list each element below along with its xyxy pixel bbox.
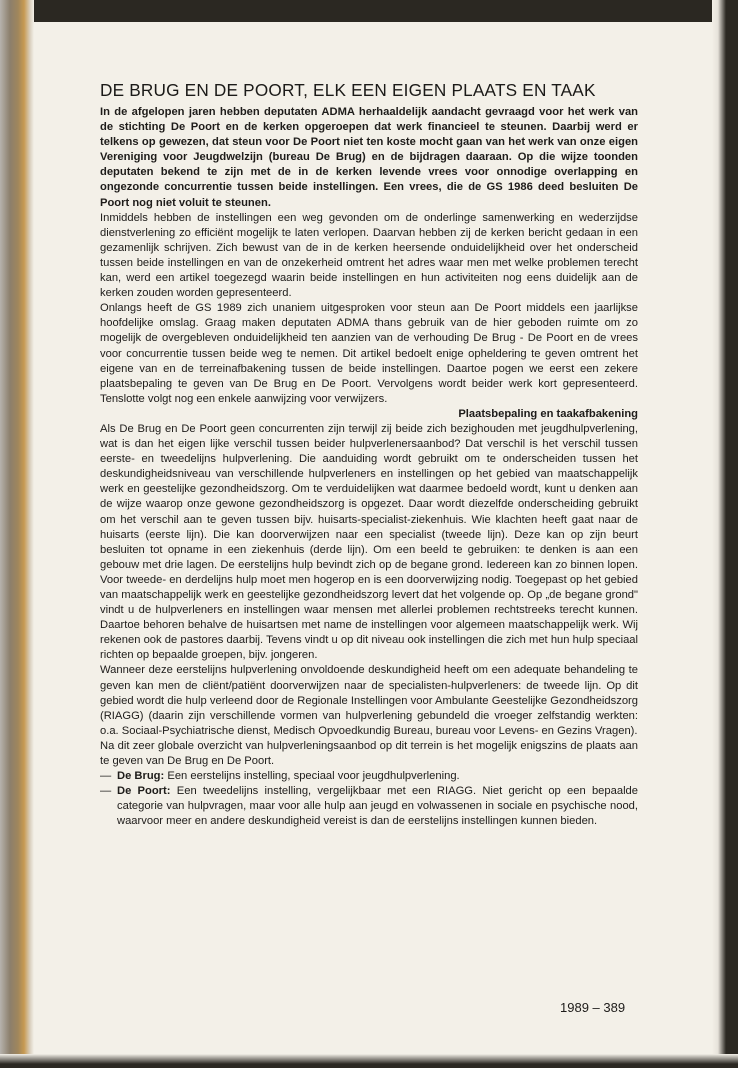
list-text: Een tweedelijns instelling, vergelijkbaar met een RIAGG. Niet gericht op een bepaalde categorie van hulpvragen, maar voor alle hulp aan jeugd en volwassenen in sociale en psychische nood, waarvoor meer en andere deskundigheid vereist is dan de eerstelijns instellingen kunnen bieden. xyxy=(117,785,638,828)
section-heading: Plaatsbepaling en taakafbakening xyxy=(458,407,638,420)
institution-list xyxy=(100,769,638,829)
page-number: 1989 – 389 xyxy=(560,1000,626,1015)
section-paragraph: Als De Brug en De Poort geen concurrenten zijn terwijl zij beide zich bezighouden met jeugdhulpverlening, wat is dan het eigen lijke verschil tussen beider hulpverlenersaanbod? Dat verschil is het verschil tussen eerste- en tweedelijns hulpverlening. Die aanduiding wordt gebruikt om te onderscheiden tussen het deskundigheidsniveau van verschillende hulpverleners en instellingen op het gebied van maatschappelijk werk en geestelijke gezondheidszorg. Om te verduidelijken wat daarmee bedoeld wordt, kunt u denken aan de wijze waarop onze gewone gezondheidszorg is opgezet. Daar wordt diezelfde onderscheiding gebruikt om het verschil aan te geven tussen bijv. huisarts-specialist-ziekenhuis. Wie klachten heeft gaat naar de huisarts (eerste lijn). Die kan doorverwijzen naar een specialist (tweede lijn). Deze kan op zijn beurt besluiten tot opname in een ziekenhuis (derde lijn). Om een beeld te gebruiken: te denken is aan een gebouw met drie lagen. De eerstelijns hulp bevindt zich op de begane grond. Iedereen kan zo binnen lopen. Voor tweede- en derdelijns hulp moet men hogerop en is een doorverwijzing nodig. Toegepast op het gebied van maatschappelijk werk en geestelijke gezondheidszorg levert dat het volgende op. Op „de begane grond" vindt u de hulpverleners en instellingen waar mensen met allerlei problemen rechtstreeks terecht kunnen. Daartoe behoren behalve de huisartsen met name de instellingen voor algemeen maatschappelijk werk. Wij rekenen ook de pastores daarbij. Tevens vindt u op dit niveau ook instellingen die zich met hun hulp speciaal richten op bepaalde groepen, bijv. jongeren. xyxy=(100,422,638,662)
list-term: De Brug: xyxy=(117,770,165,783)
list-text: Een eerstelijns instelling, speciaal voor jeugdhulpverlening. xyxy=(164,770,460,783)
body-paragraph: Inmiddels hebben de instellingen een weg gevonden om de onderlinge samenwerking en wederzijdse dienstverlening zo efficiënt mogelijk te laten verlopen. Daarvan hebben zij de kerken bericht gedaan in een gezamenlijk schrijven. Zich bewust van de in de kerken heersende onduidelijkheid over het onderscheid tussen beide instellingen en van de onzekerheid omtrent het adres waar men met welke problemen terecht kan, werd een artikel toegezegd waarin beide instellingen en hun activiteiten nog eens duidelijk aan de kerken zouden worden gepresenteerd. xyxy=(100,211,638,300)
dash-bullet: — xyxy=(100,770,112,783)
scan-border-top xyxy=(0,0,738,22)
list-item xyxy=(100,784,638,829)
scan-border-left xyxy=(0,0,34,1068)
body-paragraph: Onlangs heeft de GS 1989 zich unaniem uitgesproken voor steun aan De Poort middels een jaarlijkse hoofdelijke omslag. Graag maken deputaten ADMA thans gebruik van de hier geboden ruimte om zo mogelijk de overgebleven onduidelijkheid ten aanzien van de verhouding De Brug - De Poort en de vrees voor concurrentie tussen beide weg te nemen. Dit artikel bedoelt enige opheldering te geven omtrent het eigene van en de terreinafbakening tussen de beide instellingen. Daartoe pogen we eerst een zekere plaatsbepaling te geven van De Brug en De Poort. Vervolgens wordt beider werk kort gepresenteerd. Tenslotte volgt nog een enkele aanwijzing voor verwijzers. xyxy=(100,302,638,405)
scan-border-bottom xyxy=(0,1054,738,1068)
article xyxy=(100,80,638,830)
section-paragraph: Wanneer deze eerstelijns hulpverlening onvoldoende deskundigheid heeft om een adequate behandeling te geven kan men de cliënt/patiënt doorverwijzen naar de specialisten-hulpverleners: de tweede lijn. Op dit gebied wordt die hulp verleend door de Regionale Instellingen voor Ambulante Geestelijke Gezondheidszorg (RIAGG) (daarin zijn verschillende vormen van hulpverlening gebundeld die vroeger zelfstandig werkten: o.a. Sociaal-Psychiatrische dienst, Medisch Opvoedkundig Bureau, bureau voor Levens- en Gezins Vragen). xyxy=(100,664,638,737)
dash-bullet: — xyxy=(100,785,112,798)
article-title: DE BRUG EN DE POORT, ELK EEN EIGEN PLAATS EN TAAK xyxy=(100,80,596,100)
list-term: De Poort: xyxy=(117,785,171,798)
scan-border-right xyxy=(712,0,738,1068)
lead-paragraph: In de afgelopen jaren hebben deputaten ADMA herhaaldelijk aandacht gevraagd voor het werk van de stichting De Poort en de kerken opgeroepen dat werk financieel te steunen. Daarbij werd er telkens op gewezen, dat steun voor De Poort niet ten koste mocht gaan van het werk van onze eigen Vereniging voor Jeugdwelzijn (bureau De Brug) en de bijdragen daaraan. Op die wijze toonden deputaten bekend te zijn met de in de kerken levende vrees voor onnodige overlapping en ongezonde concurrentie tussen beide instellingen. Een vrees, die de GS 1986 deed besluiten De Poort nog niet voluit te steunen. xyxy=(100,106,638,209)
section-paragraph: Na dit zeer globale overzicht van hulpverleningsaanbod op dit terrein is het mogelijk enigszins de plaats aan te geven van De Brug en De Poort. xyxy=(100,739,638,768)
list-item xyxy=(100,769,638,784)
